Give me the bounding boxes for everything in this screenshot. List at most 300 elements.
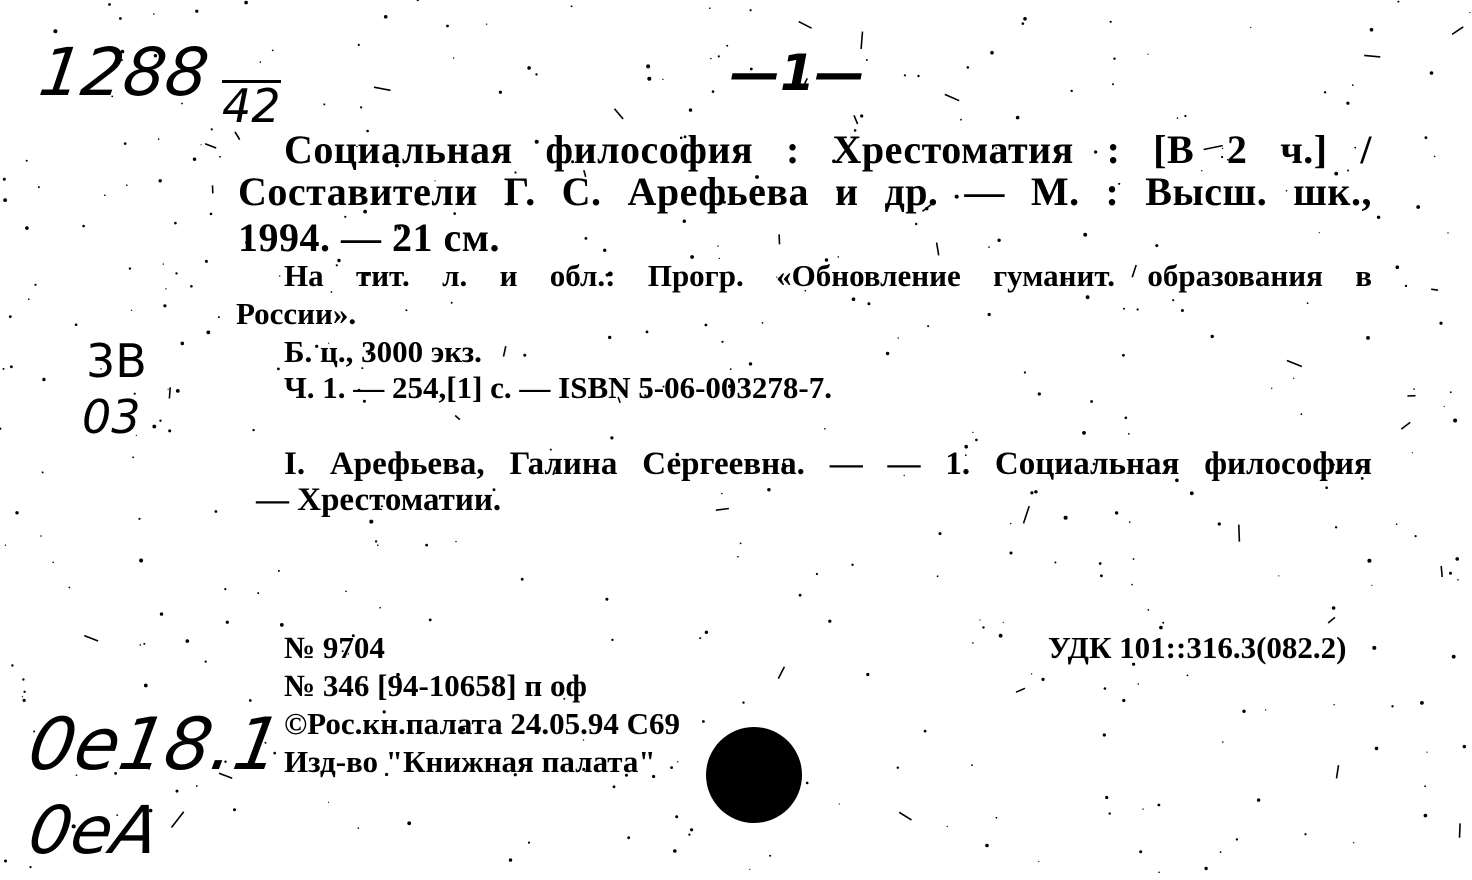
speckle	[38, 186, 40, 188]
speckle	[1278, 575, 1279, 576]
entry-price-line: Б. ц., 3000 экз.	[284, 334, 482, 369]
word: /	[1360, 127, 1372, 172]
speckle	[1010, 552, 1013, 555]
speckle	[1086, 295, 1090, 299]
speckle	[917, 75, 919, 77]
speckle	[1469, 12, 1470, 13]
speckle	[1457, 579, 1459, 581]
speckle	[897, 767, 899, 769]
speckle	[153, 13, 155, 15]
speckle	[1099, 562, 1102, 565]
speckle	[104, 194, 106, 196]
word: и	[499, 258, 518, 293]
speckle	[158, 138, 160, 140]
speckle	[528, 842, 530, 844]
speckle	[749, 362, 752, 365]
speckle	[52, 562, 54, 564]
speckle	[1155, 244, 1158, 247]
speckle	[1138, 683, 1140, 685]
speckle	[999, 634, 1003, 638]
word: I.	[284, 446, 306, 482]
speckle	[1416, 205, 1420, 209]
scratch	[169, 387, 170, 398]
scratch	[374, 87, 391, 90]
speckle	[75, 323, 78, 326]
speckle	[205, 260, 208, 263]
speckle	[718, 55, 720, 57]
scratch	[1460, 823, 1461, 837]
speckle	[131, 310, 132, 311]
speckle	[160, 612, 163, 615]
speckle	[947, 826, 948, 827]
speckle	[129, 267, 131, 269]
speckle	[168, 389, 169, 390]
speckle	[915, 223, 917, 225]
word: На	[284, 258, 324, 293]
scratch	[778, 667, 784, 679]
speckle	[721, 493, 723, 495]
word: :	[785, 127, 800, 172]
handwritten-page-marker: —1—	[730, 44, 865, 102]
word: гуманит.	[993, 258, 1116, 293]
speckle	[143, 643, 145, 645]
speckle	[1181, 309, 1184, 312]
speckle	[690, 828, 693, 831]
speckle	[1257, 798, 1260, 801]
speckle	[721, 341, 723, 343]
entry-note-line-2: России».	[236, 296, 357, 331]
speckle	[613, 785, 616, 788]
speckle	[1463, 745, 1466, 748]
speckle	[210, 213, 213, 216]
speckle	[22, 696, 23, 697]
speckle	[165, 288, 166, 289]
speckle	[272, 50, 274, 52]
speckle	[1304, 833, 1306, 835]
speckle	[997, 239, 1000, 242]
speckle	[1041, 678, 1044, 681]
speckle	[132, 456, 134, 458]
scratch	[1431, 289, 1438, 290]
speckle	[82, 225, 85, 228]
speckle	[988, 313, 991, 316]
speckle	[1204, 867, 1207, 870]
speckle	[527, 66, 531, 70]
speckle	[1301, 413, 1303, 415]
scratch	[1287, 361, 1302, 367]
speckle	[218, 316, 220, 318]
speckle	[1352, 84, 1354, 86]
speckle	[328, 802, 329, 803]
entry-tracing-line-1	[284, 446, 1372, 483]
speckle	[603, 249, 606, 252]
scratch	[1441, 566, 1442, 577]
speckle	[1024, 371, 1026, 373]
scratch	[1024, 506, 1030, 523]
speckle	[40, 535, 42, 537]
footer-copyright: ©Рос.кн.палата 24.05.94 С69	[284, 706, 681, 741]
speckle	[1023, 17, 1027, 21]
speckle	[1034, 490, 1037, 493]
word: М.	[1030, 169, 1080, 214]
speckle	[1187, 675, 1189, 677]
speckle	[1307, 302, 1309, 304]
speckle	[186, 639, 190, 643]
speckle	[193, 158, 196, 161]
word: Хрестоматия	[832, 127, 1074, 172]
speckle	[717, 245, 718, 246]
speckle	[1122, 699, 1125, 702]
word: философия	[1204, 446, 1372, 482]
word: Составители	[238, 169, 478, 214]
speckle	[1377, 216, 1380, 219]
speckle	[1371, 585, 1372, 586]
speckle	[453, 57, 454, 58]
speckle	[683, 220, 686, 223]
speckle	[712, 90, 715, 93]
speckle	[816, 573, 818, 575]
punch-hole	[706, 727, 802, 823]
speckle	[1346, 102, 1349, 105]
speckle	[762, 322, 764, 324]
speckle	[168, 429, 171, 432]
speckle	[360, 106, 362, 108]
speckle	[1396, 523, 1398, 525]
speckle	[1071, 90, 1073, 92]
scratch	[205, 144, 216, 148]
speckle	[1038, 861, 1039, 862]
speckle	[726, 45, 728, 47]
speckle	[972, 432, 973, 433]
speckle	[1082, 431, 1086, 435]
speckle	[486, 24, 487, 25]
speckle	[323, 103, 325, 105]
word: л.	[442, 258, 468, 293]
speckle	[1172, 299, 1174, 301]
speckle	[260, 61, 262, 63]
speckle	[705, 631, 708, 634]
speckle	[860, 114, 863, 117]
word: образования	[1147, 258, 1323, 293]
speckle	[138, 518, 140, 520]
speckle	[1030, 491, 1033, 494]
speckle	[866, 59, 868, 61]
speckle	[646, 331, 649, 334]
speckle	[1110, 21, 1112, 23]
speckle	[3, 368, 5, 370]
speckle	[1447, 232, 1448, 233]
speckle	[219, 156, 221, 158]
speckle	[175, 272, 177, 274]
speckle	[1370, 28, 1374, 32]
speckle	[709, 7, 711, 9]
speckle	[3, 198, 7, 202]
speckle	[1424, 814, 1428, 818]
speckle	[886, 352, 889, 355]
speckle	[737, 556, 739, 558]
speckle	[1038, 392, 1041, 395]
speckle	[375, 540, 377, 542]
word: др.	[884, 169, 939, 214]
speckle	[384, 15, 388, 19]
speckle	[451, 302, 453, 304]
speckle	[1159, 626, 1163, 630]
speckle	[742, 701, 744, 703]
word: :	[1105, 169, 1120, 214]
speckle	[1366, 336, 1370, 340]
speckle	[425, 544, 428, 547]
speckle	[195, 10, 198, 13]
speckle	[15, 511, 18, 514]
speckle	[1112, 83, 1114, 85]
speckle	[1424, 785, 1426, 787]
speckle	[982, 626, 984, 628]
speckle	[1054, 562, 1056, 564]
speckle	[1133, 558, 1135, 560]
speckle	[278, 570, 280, 572]
speckle	[0, 428, 1, 430]
speckle	[1100, 574, 1103, 577]
speckle	[417, 0, 419, 1]
speckle	[1450, 391, 1452, 393]
speckle	[181, 342, 185, 346]
speckle	[1184, 115, 1186, 117]
speckle	[710, 58, 712, 60]
entry-title-line-1	[284, 126, 1372, 173]
scratch	[1239, 525, 1240, 542]
speckle	[358, 827, 360, 829]
speckle	[662, 79, 663, 80]
speckle	[971, 764, 973, 766]
speckle	[1415, 535, 1417, 537]
speckle	[215, 510, 218, 513]
speckle	[610, 436, 613, 439]
speckle	[277, 368, 280, 371]
speckle	[429, 619, 432, 622]
speckle	[163, 263, 164, 264]
speckle	[1177, 117, 1179, 119]
speckle	[972, 642, 974, 644]
word: обл.:	[549, 258, 616, 293]
speckle	[1137, 308, 1139, 310]
speckle	[927, 325, 929, 327]
speckle	[1335, 526, 1337, 528]
scratch	[1401, 422, 1410, 429]
speckle	[1083, 233, 1087, 237]
speckle	[119, 17, 122, 20]
speckle	[1158, 872, 1160, 874]
entry-part-line: Ч. 1. — 254,[1] с. — ISBN 5-06-003278-7.	[284, 370, 832, 405]
speckle	[939, 532, 942, 535]
handwritten-fraction: 42	[222, 79, 281, 133]
speckle	[124, 142, 127, 145]
speckle	[611, 639, 613, 641]
word: [В	[1153, 127, 1195, 172]
speckle	[1162, 622, 1164, 624]
speckle	[22, 678, 24, 680]
footer-number-2: № 346 [94-10658] п оф	[284, 668, 587, 703]
scratch	[716, 509, 729, 511]
entry-title-line-2	[238, 168, 1372, 215]
speckle	[159, 179, 162, 182]
speckle	[1122, 354, 1125, 357]
word: —	[829, 446, 863, 482]
speckle	[34, 284, 36, 286]
speckle	[699, 637, 701, 639]
speckle	[806, 782, 809, 785]
speckle	[159, 420, 161, 422]
handwritten-bottom-code-2: 0eA	[23, 792, 165, 869]
speckle	[1426, 752, 1427, 753]
word: Социальная	[994, 446, 1180, 482]
speckle	[1115, 511, 1118, 514]
speckle	[1113, 58, 1115, 60]
speckle	[670, 766, 673, 769]
speckle	[705, 324, 708, 327]
speckle	[996, 817, 998, 819]
speckle	[144, 684, 148, 688]
handwritten-accession-number: 1288	[34, 34, 214, 111]
speckle	[767, 488, 770, 491]
speckle	[211, 128, 213, 130]
scratch	[799, 22, 812, 29]
speckle	[749, 869, 750, 870]
speckle	[377, 544, 379, 546]
speckle	[702, 720, 705, 723]
word: ч.]	[1280, 127, 1328, 172]
word: и	[834, 169, 859, 214]
word: :	[1106, 127, 1121, 172]
speckle	[898, 337, 899, 338]
speckle	[1271, 388, 1272, 389]
word: С.	[561, 169, 602, 214]
speckle	[979, 619, 980, 620]
speckle	[1147, 609, 1149, 611]
speckle	[1031, 673, 1032, 674]
speckle	[23, 699, 26, 702]
word: «Обновление	[776, 258, 961, 293]
speckle	[904, 74, 906, 76]
speckle	[1452, 655, 1456, 659]
speckle	[190, 285, 193, 288]
speckle	[1125, 417, 1128, 420]
handwritten-bottom-code-1: 0e18.1	[22, 702, 288, 786]
speckle	[571, 5, 573, 7]
speckle	[1265, 709, 1266, 710]
speckle	[257, 592, 259, 594]
speckle	[509, 858, 512, 861]
speckle	[345, 591, 347, 593]
speckle	[677, 761, 678, 762]
speckle	[163, 304, 166, 307]
speckle	[839, 803, 840, 804]
speckle	[407, 821, 411, 825]
scratch	[899, 812, 911, 820]
speckle	[11, 664, 13, 666]
word: Прогр.	[647, 258, 744, 293]
speckle	[205, 661, 207, 663]
speckle	[53, 29, 57, 33]
scratch	[172, 812, 184, 828]
speckle	[369, 520, 373, 524]
speckle	[1123, 308, 1125, 310]
word: 2	[1226, 127, 1248, 172]
speckle	[988, 246, 990, 248]
speckle	[226, 621, 229, 624]
word: —	[964, 169, 1005, 214]
speckle	[1405, 285, 1407, 287]
speckle	[4, 860, 7, 863]
speckle	[10, 365, 13, 368]
speckle	[3, 178, 6, 181]
word: Сергеевна.	[642, 446, 805, 482]
scratch	[615, 109, 624, 119]
speckle	[1250, 27, 1251, 28]
speckle	[1222, 741, 1224, 743]
speckle	[1425, 136, 1428, 139]
scratch	[1452, 27, 1463, 35]
speckle	[1319, 232, 1320, 233]
speckle	[1090, 400, 1093, 403]
scratch	[1337, 765, 1339, 778]
speckle	[1190, 491, 1194, 495]
speckle	[26, 160, 28, 162]
word: Галина	[509, 446, 618, 482]
speckle	[1010, 523, 1011, 524]
speckle	[740, 543, 742, 545]
speckle	[1220, 851, 1222, 853]
footer-number-1: № 9704	[284, 630, 385, 665]
scratch	[945, 94, 959, 100]
speckle	[1420, 701, 1424, 705]
word: 1.	[945, 446, 971, 482]
speckle	[1103, 733, 1106, 736]
speckle	[967, 66, 970, 69]
speckle	[535, 73, 537, 75]
speckle	[1218, 522, 1221, 525]
speckle	[828, 620, 831, 623]
speckle	[405, 309, 407, 311]
speckle	[1434, 156, 1436, 158]
speckle	[1412, 452, 1413, 453]
speckle	[1147, 54, 1148, 55]
word: философия	[545, 127, 754, 172]
speckle	[867, 302, 870, 305]
scratch	[1328, 617, 1335, 623]
speckle	[1324, 91, 1326, 93]
speckle	[1064, 516, 1068, 520]
word: в	[1355, 258, 1372, 293]
speckle	[358, 44, 360, 46]
speckle	[1375, 747, 1379, 751]
speckle	[937, 575, 939, 577]
speckle	[1397, 1, 1399, 3]
speckle	[379, 607, 381, 609]
speckle	[1129, 521, 1131, 523]
speckle	[647, 77, 651, 81]
speckle	[1372, 646, 1376, 650]
speckle	[5, 545, 6, 546]
speckle	[28, 298, 30, 300]
speckle	[689, 108, 692, 111]
entry-note-line-1	[284, 258, 1372, 294]
footer-udc: УДК 101::316.3(082.2)	[1048, 630, 1347, 665]
speckle	[1158, 804, 1161, 807]
speckle	[280, 623, 284, 627]
word: Высш.	[1145, 169, 1268, 214]
word: Социальная	[284, 127, 513, 172]
speckle	[1242, 710, 1245, 713]
